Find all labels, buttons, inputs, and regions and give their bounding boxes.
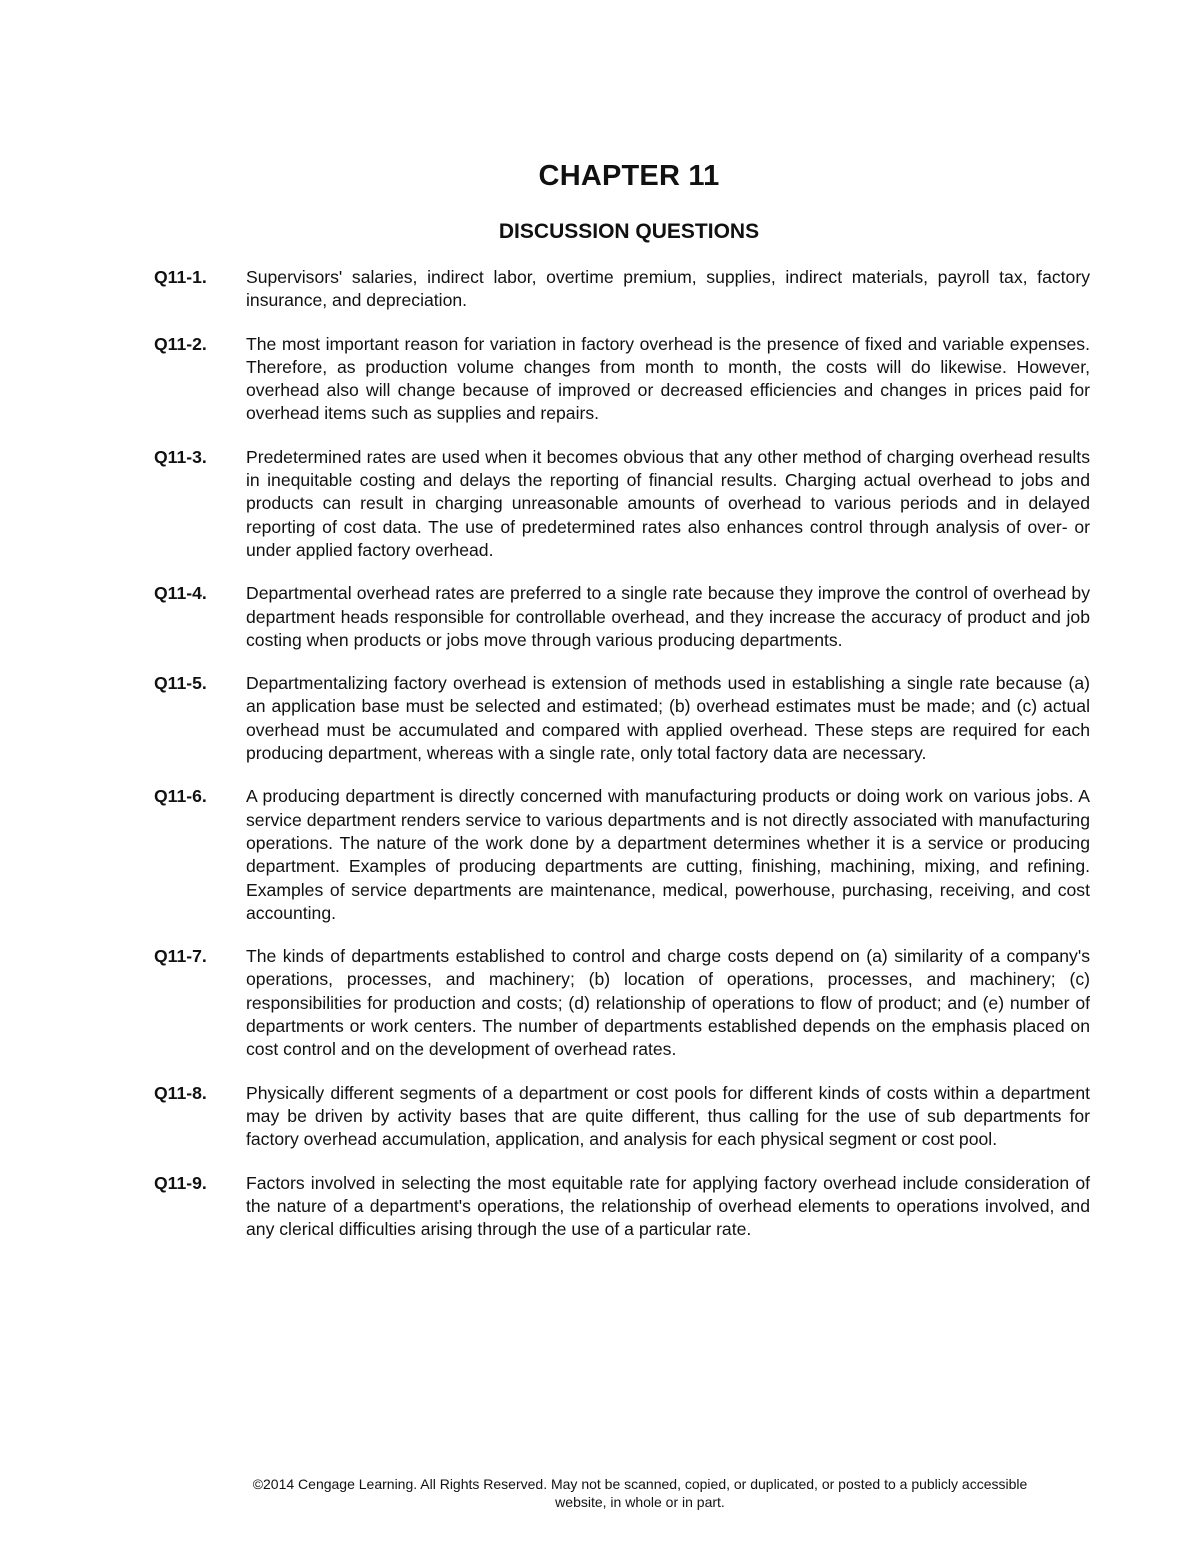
question-label: Q11-3. bbox=[154, 446, 207, 467]
copyright-footer bbox=[0, 1475, 1200, 1511]
question-item bbox=[154, 333, 1090, 426]
question-item bbox=[154, 446, 1090, 562]
question-list bbox=[154, 266, 1090, 1261]
section-title: DISCUSSION QUESTIONS bbox=[498, 220, 760, 243]
question-label: Q11-8. bbox=[154, 1082, 207, 1103]
question-item bbox=[154, 1172, 1090, 1242]
question-label: Q11-7. bbox=[154, 946, 207, 967]
question-item bbox=[154, 785, 1090, 925]
question-answer: Factors involved in selecting the most equitable rate for applying factory overhead include consideration of the nature of a department's operations, the relationship of overhead elements to operations involved, and any clerical difficulties arising through the use of a particular rate. bbox=[246, 1172, 1090, 1240]
question-label: Q11-4. bbox=[154, 583, 207, 604]
question-answer: Physically different segments of a department or cost pools for different kinds of costs within a department may be driven by activity bases that are quite different, thus calling for the use of sub departments for factory overhead accumulation, application, and analysis for each physical segment or cost pool. bbox=[246, 1082, 1090, 1150]
question-item bbox=[154, 582, 1090, 652]
question-item bbox=[154, 266, 1090, 313]
copyright-line-2: website, in whole or in part. bbox=[555, 1494, 725, 1510]
question-label: Q11-5. bbox=[154, 673, 207, 694]
question-answer: Supervisors' salaries, indirect labor, overtime premium, supplies, indirect materials, payroll tax, factory insurance, and depreciation. bbox=[246, 267, 1090, 311]
question-item bbox=[154, 1082, 1090, 1152]
question-label: Q11-1. bbox=[154, 267, 207, 287]
question-answer: A producing department is directly concerned with manufacturing products or doing work on various jobs. A service department renders service to various departments and is not directly associated with manufacturing operations. The nature of the work done by a department determines whether it is a service or producing department. Examples of producing departments are cutting, finishing, machining, mixing, and refining. Examples of service departments are maintenance, medical, powerhouse, purchasing, receiving, and cost accounting. bbox=[246, 786, 1090, 923]
question-item bbox=[154, 945, 1090, 1061]
question-answer: Departmental overhead rates are preferred to a single rate because they improve the control of overhead by department heads responsible for controllable overhead, and they increase the accuracy of product and job costing when products or jobs move through various producing departments. bbox=[246, 583, 1090, 650]
question-answer: Predetermined rates are used when it becomes obvious that any other method of charging overhead results in inequitable costing and delays the reporting of financial results. Charging actual overhead to jobs and products can result in charging unreasonable amounts of overhead to various periods and in delayed reporting of cost data. The use of predetermined rates also enhances control through analysis of over- or under applied factory overhead. bbox=[246, 446, 1090, 560]
question-answer: The most important reason for variation in factory overhead is the presence of fixed and variable expenses. Therefore, as production volume changes from month to month, the costs will do likewise. However, overhead also will change because of improved or decreased efficiencies and changes in prices paid for overhead items such as supplies and repairs. bbox=[246, 333, 1090, 424]
question-answer: The kinds of departments established to control and charge costs depend on (a) similarity of a company's operations, processes, and machinery; (b) location of operations, processes, and machinery; (c) responsibilities for production and costs; (d) relationship of operations to flow of product; and (e) number of departments or work centers. The number of departments established depends on the emphasis placed on cost control and on the development of overhead rates. bbox=[246, 946, 1090, 1060]
copyright-line-1: ©2014 Cengage Learning. All Rights Reserved. May not be scanned, copied, or duplicated, or posted to a publicly accessible bbox=[252, 1476, 1028, 1492]
question-label: Q11-2. bbox=[154, 333, 207, 354]
question-label: Q11-9. bbox=[154, 1172, 207, 1193]
question-answer: Departmentalizing factory overhead is extension of methods used in establishing a single rate because (a) an application base must be selected and estimated; (b) overhead estimates must be made; and (c) actual overhead must be accumulated and compared with applied overhead. These steps are required for each producing department, whereas with a single rate, only total factory data are necessary. bbox=[246, 673, 1090, 764]
question-label: Q11-6. bbox=[154, 786, 207, 807]
question-item bbox=[154, 672, 1090, 765]
chapter-title: CHAPTER 11 bbox=[538, 160, 720, 192]
